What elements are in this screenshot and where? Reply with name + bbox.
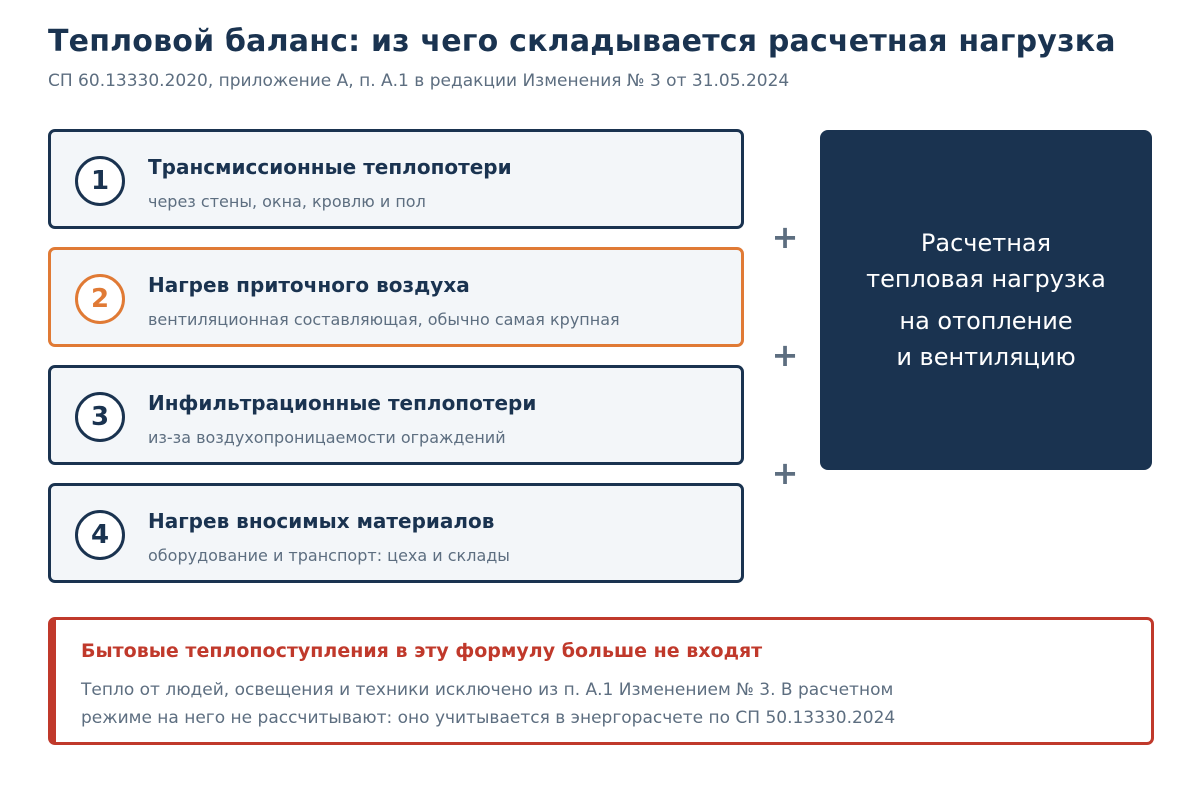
- component-description: из-за воздухопроницаемости ограждений: [148, 428, 506, 447]
- plus-operator: +: [771, 454, 799, 492]
- component-card-transmission: [48, 129, 744, 229]
- component-card-materials: [48, 483, 744, 583]
- component-description: вентиляционная составляющая, обычно самая крупная: [148, 310, 620, 329]
- plus-operator: +: [771, 218, 799, 256]
- warning-note-line: режиме на него не рассчитывают: оно учитывается в энергорасчете по СП 50.13330.2024: [81, 708, 896, 728]
- plus-operator: +: [771, 336, 799, 374]
- component-title: Нагрев вносимых материалов: [148, 509, 495, 533]
- step-number-badge: 4: [75, 510, 125, 560]
- step-number-badge: 3: [75, 392, 125, 442]
- page-subtitle: СП 60.13330.2020, приложение А, п. А.1 в редакции Изменения № 3 от 31.05.2024: [48, 71, 790, 91]
- component-title: Инфильтрационные теплопотери: [148, 391, 537, 415]
- warning-note-title: Бытовые теплопоступления в эту формулу больше не входят: [81, 640, 763, 662]
- component-card-infiltration: [48, 365, 744, 465]
- component-title: Трансмиссионные теплопотери: [148, 155, 512, 179]
- result-label-line: и вентиляцию: [896, 343, 1076, 371]
- warning-note-text: [81, 676, 981, 732]
- component-description: через стены, окна, кровлю и пол: [148, 192, 426, 211]
- component-description: оборудование и транспорт: цеха и склады: [148, 546, 510, 565]
- component-card-supply-air: [48, 247, 744, 347]
- warning-note: [48, 617, 1154, 745]
- step-number-badge: 2: [75, 274, 125, 324]
- result-label-line: Расчетная: [920, 229, 1052, 257]
- page-title: Тепловой баланс: из чего складывается расчетная нагрузка: [48, 24, 1116, 59]
- result-box: [820, 130, 1152, 470]
- result-label-line: тепловая нагрузка: [866, 265, 1106, 293]
- component-title: Нагрев приточного воздуха: [148, 273, 470, 297]
- warning-note-line: Тепло от людей, освещения и техники исключено из п. А.1 Изменением № 3. В расчетном: [81, 680, 894, 700]
- step-number-badge: 1: [75, 156, 125, 206]
- result-label-line: на отопление: [899, 307, 1073, 335]
